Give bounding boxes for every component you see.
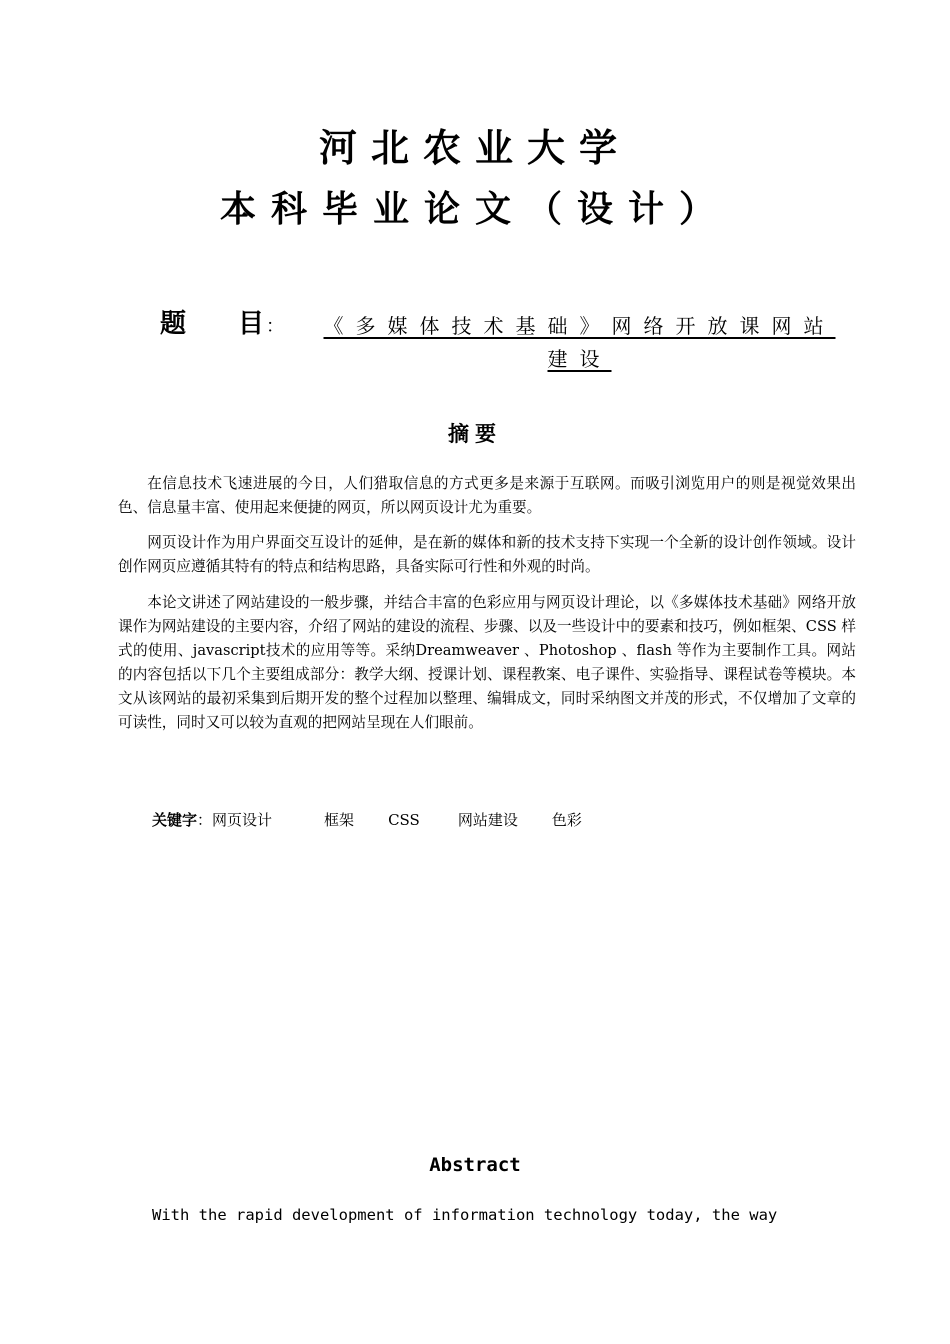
keyword-item: 网页设计 (212, 811, 273, 829)
keyword-item: 框架 (324, 811, 355, 829)
abstract-en-heading: Abstract (429, 1154, 521, 1176)
abstract-cn-paragraph-1: 在信息技术飞速进展的今日，人们猎取信息的方式更多是来源于互联网。而吸引浏览用户的则是视觉效果出色、信息量丰富、使用起来便捷的网页，所以网页设计尤为重要。 (118, 475, 856, 516)
topic-label-second-char: 目 (238, 309, 265, 339)
topic-label-colon: ： (266, 316, 285, 337)
keywords-line (152, 808, 582, 832)
topic-label (160, 306, 284, 345)
keyword-item: 网站建设 (457, 811, 518, 829)
keyword-item: CSS (388, 811, 420, 829)
university-name: 河北农业大学 (318, 126, 631, 170)
keywords-label: 关键字 (152, 811, 198, 829)
abstract-cn-heading: 摘要 (448, 422, 502, 446)
topic-label-first-char: 题 (160, 309, 187, 339)
topic-title-line2: 建设 (547, 347, 612, 371)
thesis-type-title: 本科毕业论文（设计） (219, 189, 730, 230)
keywords-colon: ： (197, 811, 213, 829)
topic-title (311, 310, 848, 376)
keyword-item: 色彩 (551, 811, 582, 829)
abstract-cn-paragraph-2: 网页设计作为用户界面交互设计的延伸，是在新的媒体和新的技术支持下实现一个全新的设计创作领域。设计创作网页应遵循其特有的特点和结构思路，具备实际可行性和外观的时尚。 (118, 534, 856, 575)
abstract-cn-paragraph-3: 本论文讲述了网站建设的一般步骤，并结合丰富的色彩应用与网页设计理论，以《多媒体技术基础》网络开放课作为网站建设的主要内容，介绍了网站的建设的流程、步骤、以及一些设计中的要素和技巧，例如框架、CSS 样式的使用、javascript技术的应用等等。采纳Dreamweaver 、Photoshop 、flash 等作为主要制作工具。网站的内容包括以下几个主要组成部分：教学大纲、授课计划、课程教案、电子课件、实验指导、课程试卷等模块。本文从该网站的最初采集到后期开发的整个过程加以整理、编辑成文，同时采纳图文并茂的形式，不仅增加了文章的可读性，同时又可以较为直观的把网站呈现在人们眼前。 (118, 594, 856, 731)
topic-title-line1: 《多媒体技术基础》网络开放课网站 (323, 314, 836, 338)
abstract-en-paragraph: With the rapid development of information technology today, the way (152, 1206, 778, 1224)
